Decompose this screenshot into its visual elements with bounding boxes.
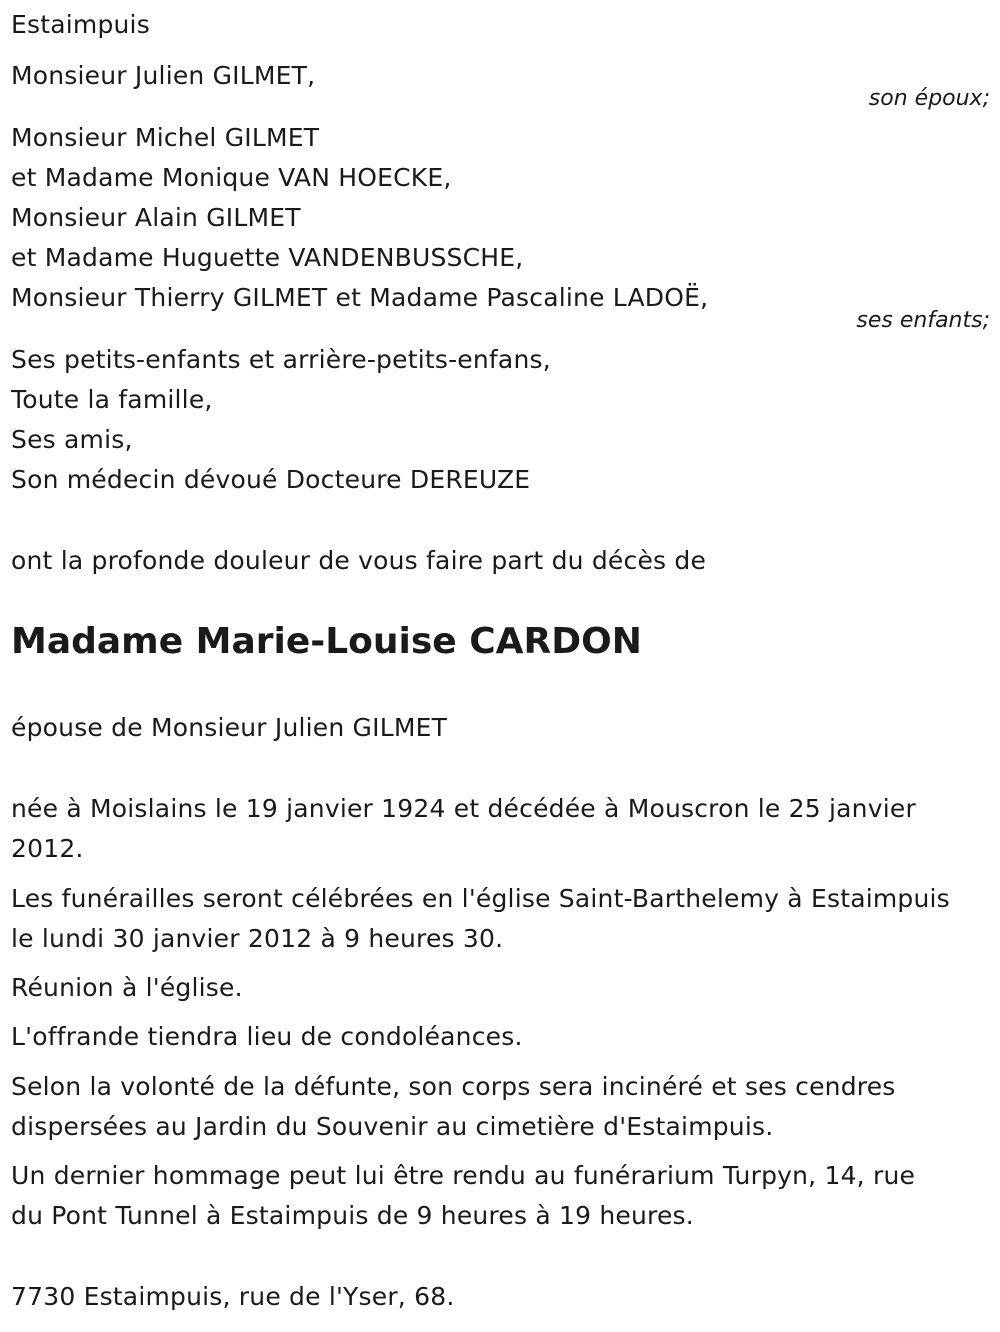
birth-death-line: 2012. — [11, 834, 84, 863]
tribute-line: du Pont Tunnel à Estaimpuis de 9 heures à 19 heures. — [11, 1201, 694, 1230]
funeral-line: le lundi 30 janvier 2012 à 9 heures 30. — [11, 924, 504, 953]
child-line: Monsieur Thierry GILMET et Madame Pascaline LADOË, — [11, 283, 709, 312]
relative-line: Son médecin dévoué Docteure DEREUZE — [11, 465, 531, 494]
child-line: et Madame Huguette VANDENBUSSCHE, — [11, 243, 524, 272]
child-line: et Madame Monique VAN HOECKE, — [11, 163, 452, 192]
wish-line: dispersées au Jardin du Souvenir au cimetière d'Estaimpuis. — [11, 1112, 774, 1141]
child-line: Monsieur Michel GILMET — [11, 123, 320, 152]
meeting-text: Réunion à l'église. — [11, 973, 243, 1002]
child-line: Monsieur Alain GILMET — [11, 203, 301, 232]
spouse-name: Monsieur Julien GILMET, — [11, 61, 316, 90]
wish-line: Selon la volonté de la défunte, son corps sera incinéré et ses cendres — [11, 1072, 896, 1101]
deceased-relation: épouse de Monsieur Julien GILMET — [11, 713, 448, 742]
offering-text: L'offrande tiendra lieu de condoléances. — [11, 1022, 523, 1051]
funeral-line: Les funérailles seront célébrées en l'église Saint-Barthelemy à Estaimpuis — [11, 884, 950, 913]
relative-line: Toute la famille, — [11, 385, 213, 414]
relative-line: Ses petits-enfants et arrière-petits-enfans, — [11, 345, 551, 374]
children-role: ses enfants; — [856, 308, 990, 333]
deceased-name: Madame Marie-Louise CARDON — [11, 621, 642, 662]
relative-line: Ses amis, — [11, 425, 133, 454]
tribute-line: Un dernier hommage peut lui être rendu au funérarium Turpyn, 14, rue — [11, 1161, 916, 1190]
town-heading: Estaimpuis — [11, 10, 150, 39]
birth-death-line: née à Moislains le 19 janvier 1924 et décédée à Mouscron le 25 janvier — [11, 794, 916, 823]
announcement-text: ont la profonde douleur de vous faire part du décès de — [11, 546, 707, 575]
spouse-role: son époux; — [868, 86, 990, 111]
address-text: 7730 Estaimpuis, rue de l'Yser, 68. — [11, 1282, 455, 1311]
